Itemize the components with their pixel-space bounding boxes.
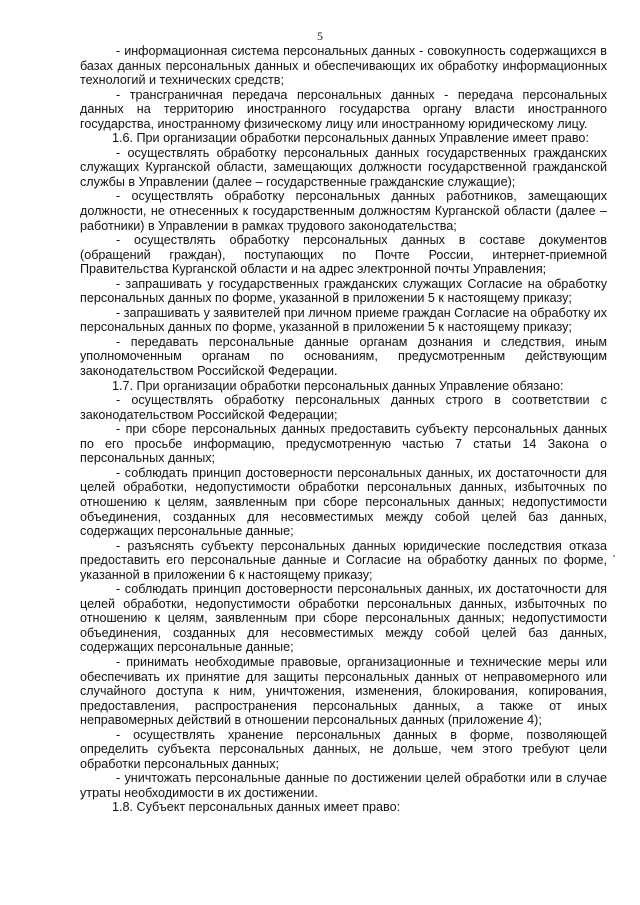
list-item: - разъяснять субъекту персональных данных юридические последствия отказа предоставить его персональные данные и Согласие на обработку данных по форме, указанной в приложении 6 к настоящему приказу; — [80, 538, 607, 582]
list-item: - передавать персональные данные органам дознания и следствия, иным уполномоченным органам по основаниям, предусмотренным действующим законодательством Российской Федерации. — [80, 334, 607, 379]
section-1-7-heading: 1.7. При организации обработки персональных данных Управление обязано: — [112, 378, 564, 393]
paragraph-definition-information-system: - информационная система персональных данных - совокупность содержащихся в базах данных персональных данных и обеспечивающих их обработку информационных технологий и технических средств; — [80, 44, 607, 88]
list-item: - соблюдать принцип достоверности персональных данных, их достаточности для целей обработки, недопустимости обработки персональных данных, избыточных по отношению к целям, заявленным при сборе персональных данных; недопустимости объединения, созданных для несовместимых между собой целей баз данных, содержащих персональные данные; — [80, 465, 607, 539]
list-item: - принимать необходимые правовые, организационные и технические меры или обеспечивать их принятие для защиты персональных данных от неправомерного или случайного доступа к ним, уничтожения, изменения, блокирования, копирования, предоставления, распространения персональных данных, а также от иных неправомерных действий в отношении персональных данных (приложение 4); — [80, 654, 607, 728]
list-item: - осуществлять обработку персональных данных строго в соответствии с законодательством Российской Федерации; — [80, 393, 607, 422]
list-item: - запрашивать у государственных гражданских служащих Согласие на обработку персональных данных по форме, указанной в приложении 5 к настоящему приказу; — [80, 276, 607, 306]
list-item: - осуществлять хранение персональных данных в форме, позволяющей определить субъекта персональных данных, не дольше, чем этого требуют цели обработки персональных данных; — [80, 727, 607, 771]
page-number: 5 — [317, 29, 323, 43]
list-item: - осуществлять обработку персональных данных государственных гражданских служащих Курганской области, замещающих должности государственной гражданской службы в Управлении (далее – государственные гражданские служащие); — [80, 145, 607, 189]
list-item: - уничтожать персональные данные по достижении целей обработки или в случае утраты необходимости в их достижении. — [80, 771, 607, 800]
list-item: - осуществлять обработку персональных данных работников, замещающих должности, не отнесенных к государственным должностям Курганской области (далее – работники) в Управлении в рамках трудового законодательства; — [80, 189, 607, 233]
list-item: - запрашивать у заявителей при личном приеме граждан Согласие на обработку их персональных данных по форме, указанной в приложении 5 к настоящему приказу; — [80, 305, 607, 335]
list-item: - при сборе персональных данных предоставить субъекту персональных данных по его просьбе информацию, предусмотренную частью 7 статьи 14 Закона о персональных данных; — [80, 422, 607, 466]
document-body — [80, 44, 607, 815]
section-1-8-heading: 1.8. Субъект персональных данных имеет право: — [112, 800, 401, 815]
list-item: - осуществлять обработку персональных данных в составе документов (обращений граждан), поступающих по Почте России, интернет-приемной Правительства Курганской области и на адрес электронной почты Управления; — [80, 233, 607, 277]
paragraph-definition-cross-border-transfer: - трансграничная передача персональных данных - передача персональных данных на территорию иностранного государства органу власти иностранного государства, иностранному физическому лицу или иностранному юридическому лицу. — [80, 87, 607, 131]
section-1-6-heading: 1.6. При организации обработки персональных данных Управление имеет право: — [112, 131, 589, 146]
scan-speck — [613, 555, 615, 557]
list-item: - соблюдать принцип достоверности персональных данных, их достаточности для целей обработки, недопустимости обработки персональных данных, избыточных по отношению к целям, заявленным при сборе персональных данных; недопустимости объединения, созданных для несовместимых между собой целей баз данных, содержащих персональные данные; — [80, 582, 607, 655]
